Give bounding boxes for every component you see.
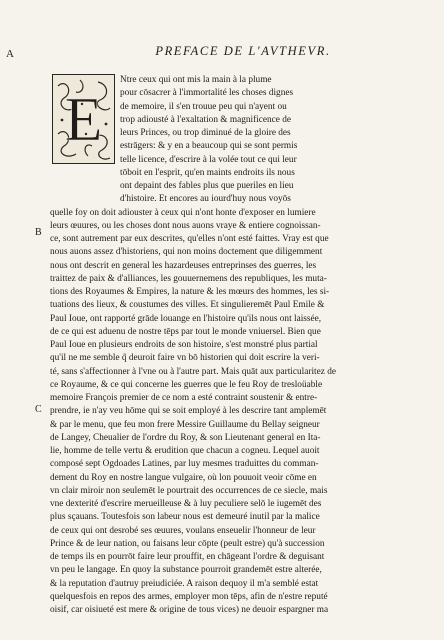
text-line: & par le menu, que feu mon frere Messire Guillaume du Bellay seigneur xyxy=(50,419,320,430)
margin-mark-a: A xyxy=(6,48,14,60)
text-line: ont depaint des fables plus que pueriles en lieu xyxy=(120,181,294,191)
text-line: Paul Ioue en plusieurs endroits de son histoire, s'est monstré plus partial xyxy=(50,340,318,350)
text-line: de ce qui est aduenu de nostre tēps par tout le monde vniuersel. Bien que xyxy=(50,326,321,337)
text-line: pour cōsacrer à l'immortalité les choses dignes xyxy=(120,88,294,99)
text-line: composé sept Ogdoades Latines, par luy mesmes traduittes du comman- xyxy=(50,459,319,470)
text-line: vn peu le langage. En quoy la substance pourroit grandemēt estre alterée, xyxy=(50,565,322,576)
text-line: té, sans s'affectionner à l'vne ou à l'autre part. Mais quāt aux particularitez de xyxy=(50,366,336,377)
text-line: de memoire, il s'en trouue peu qui n'ayent ou xyxy=(120,101,287,112)
text-line: estrāgers: & y en a beaucoup qui se sont permis xyxy=(120,141,298,152)
ornament-initial-icon xyxy=(52,74,115,164)
text-line: telle licence, d'escrire à la volée tout ce qui leur xyxy=(120,154,297,165)
text-line: de temps ils en pourrōt faire leur prouffit, en chāgeant l'ordre & deguisant xyxy=(50,552,325,562)
text-line: de ceux qui ont desrobé ses œuures, voulans enseuelir l'honneur de leur xyxy=(50,525,316,536)
text-line: & la reputation d'autruy preiudiciée. A raison dequoy il m'a semblé estat xyxy=(50,578,319,589)
text-line: nous auons assez d'historiens, qui non moins doctement que diligemment xyxy=(50,247,323,258)
text-line: traittez de paix & d'alliances, les gouuernemens des republiques, les muta- xyxy=(50,273,327,284)
text-line: quelle foy on doit adiouster à ceux qui n'ont honte d'exposer en lumiere xyxy=(50,207,316,218)
text-line: nous ont descrit en general les hazardeuses entreprinses des guerres, les xyxy=(50,260,317,271)
text-line: plus sçauans. Toutesfois son labeur nous est demeuré inutil par la malice xyxy=(50,512,320,523)
decorated-initial xyxy=(52,74,115,164)
text-line: tions des Royaumes & Empires, la nature & les mœurs des hommes, les si- xyxy=(50,287,330,297)
text-line: dement du Roy en nostre langue vulgaire, où lon pouuoit veoir cōme en xyxy=(50,472,317,483)
margin-mark-c: C xyxy=(35,404,42,415)
text-line: vn clair miroir non seulemēt le pourtrait des occurrences de ce siecle, mais xyxy=(50,485,328,496)
text-line: quelquesfois en repos des armes, employer mon tēps, afin de n'estre reputé xyxy=(50,591,328,602)
text-line: ce, sont autrement par eux descrites, qu'elles n'ont esté faittes. Vray est que xyxy=(50,234,329,244)
text-line: vne dexterité d'escrire merueilleuse & à luy peculiere selō le iugemēt des xyxy=(50,499,322,509)
text-line: qu'il ne me semble q̃ deuroit faire vn bō historien qui doit escrire la veri- xyxy=(50,353,320,364)
text-line: memoire François premier de ce nom a esté contraint soustenir & entre- xyxy=(50,393,318,403)
text-line: prendre, ie n'ay veu hōme qui se soit employé à les descrire tant amplemēt xyxy=(50,406,327,417)
text-line: lie, homme de telle vertu & erudition que chacun a cogneu. Lequel auoit xyxy=(50,446,320,456)
initial-letter: E xyxy=(64,86,103,154)
text-line: leurs Princes, ou trop diminué de la gloire des xyxy=(120,128,291,138)
text-line: d'histoire. Et encores au iourd'huy nous voyōs xyxy=(120,194,291,205)
running-header: PREFACE DE L'AVTHEVR. xyxy=(155,44,331,58)
text-line: tuations des lieux, & coustumes des villes. Et singulieremēt Paul Emile & xyxy=(50,300,325,311)
text-line: Prince & de leur nation, ou faisans leur cōpte (peult estre) qu'à succession xyxy=(50,538,325,549)
text-line: leurs œuures, ou les choses dont nous auons vraye & entiere cognoissan- xyxy=(50,220,321,231)
text-line: oisif, car oisiueté est mere & origine de tous vices) ne deuoir espargner ma xyxy=(50,605,329,615)
text-line: trop adiousté à l'exaltation & magnificence de xyxy=(120,114,292,125)
text-line: ce Royaume, & ce qui concerne les guerres que le feu Roy de tresloüable xyxy=(50,379,323,390)
margin-mark-b: B xyxy=(35,227,42,238)
text-line: Ntre ceux qui ont mis la main à la plume xyxy=(120,75,272,85)
text-line: tōboit en l'esprit, qu'en maints endroits ils nous xyxy=(120,167,295,178)
text-line: de Langey, Cheualier de l'ordre du Roy, & son Lieutenant general en Ita- xyxy=(50,432,321,443)
text-line: Paul Ioue, ont rapporté grāde louange en l'histoire qu'ils nous ont laissée, xyxy=(50,313,322,324)
